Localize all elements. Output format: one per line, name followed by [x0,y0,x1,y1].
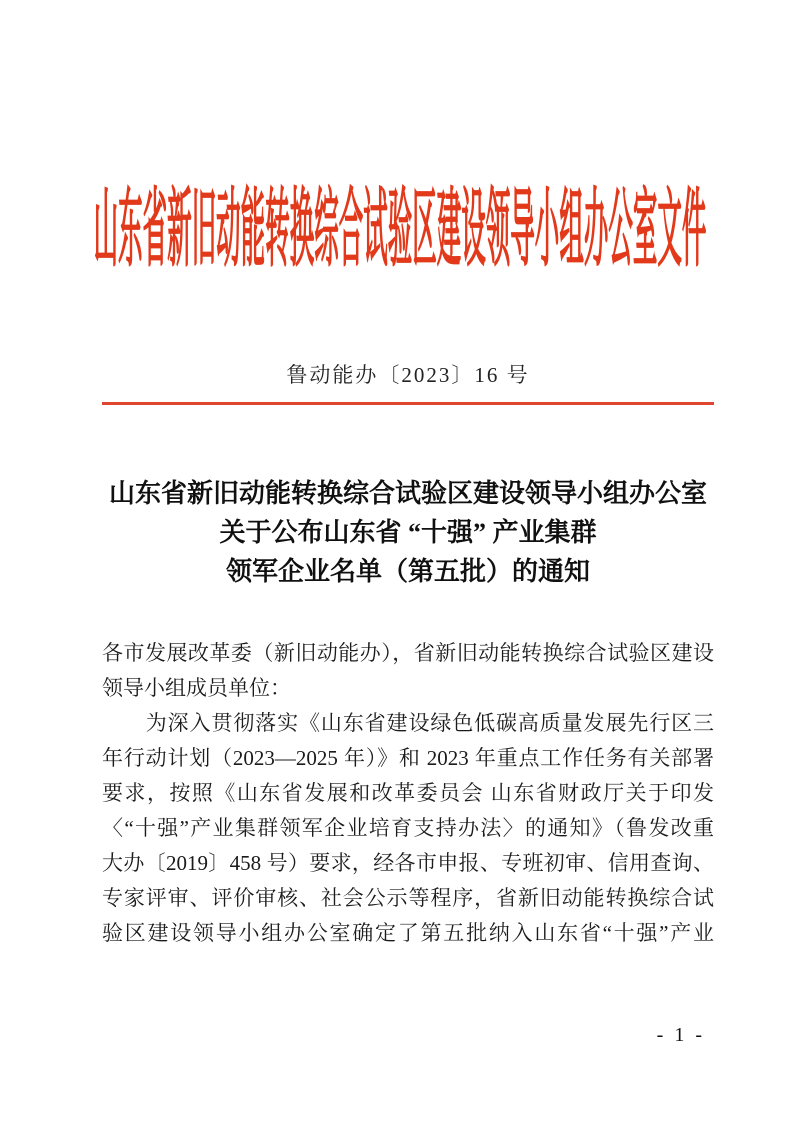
body-text-line: 领导小组成员单位： [102,676,291,700]
body-text-line: 年行动计划（2023—2025 年）》和 2023 年重点工作任务有关部署 [102,746,714,770]
red-divider-line [102,402,714,405]
document-number: 鲁动能办〔2023〕16 号 [286,363,530,387]
body-text-line: 要求，按照《山东省发展和改革委员会 山东省财政厅关于印发 [102,781,714,805]
notice-title [102,474,714,591]
notice-title-line: 山东省新旧动能转换综合试验区建设领导小组办公室 [108,479,707,508]
body-text-line: 为深入贯彻落实《山东省建设绿色低碳高质量发展先行区三 [102,711,714,735]
body-text-line: 大办〔2019〕458 号）要求，经各市申报、专班初审、信用查询、 [102,851,714,875]
notice-title-line: 关于公布山东省 “十强” 产业集群 [219,518,597,547]
body-text-line: 〈“十强”产业集群领军企业培育支持办法〉的通知》（鲁发改重 [102,816,714,840]
red-letterhead-text: 山东省新旧动能转换综合试验区建设领导小组办公室文件 [93,181,707,277]
body-text-line: 专家评审、评价审核、社会公示等程序，省新旧动能转换综合试 [102,886,714,910]
body-text-line: 验区建设领导小组办公室确定了第五批纳入山东省“十强”产业 [102,921,714,945]
page-number: - 1 - [656,1024,705,1046]
body-text-line: 各市发展改革委（新旧动能办），省新旧动能转换综合试验区建设 [102,641,714,665]
red-letterhead-banner [0,181,800,277]
notice-body [102,636,714,951]
notice-title-line: 领军企业名单（第五批）的通知 [225,557,590,586]
